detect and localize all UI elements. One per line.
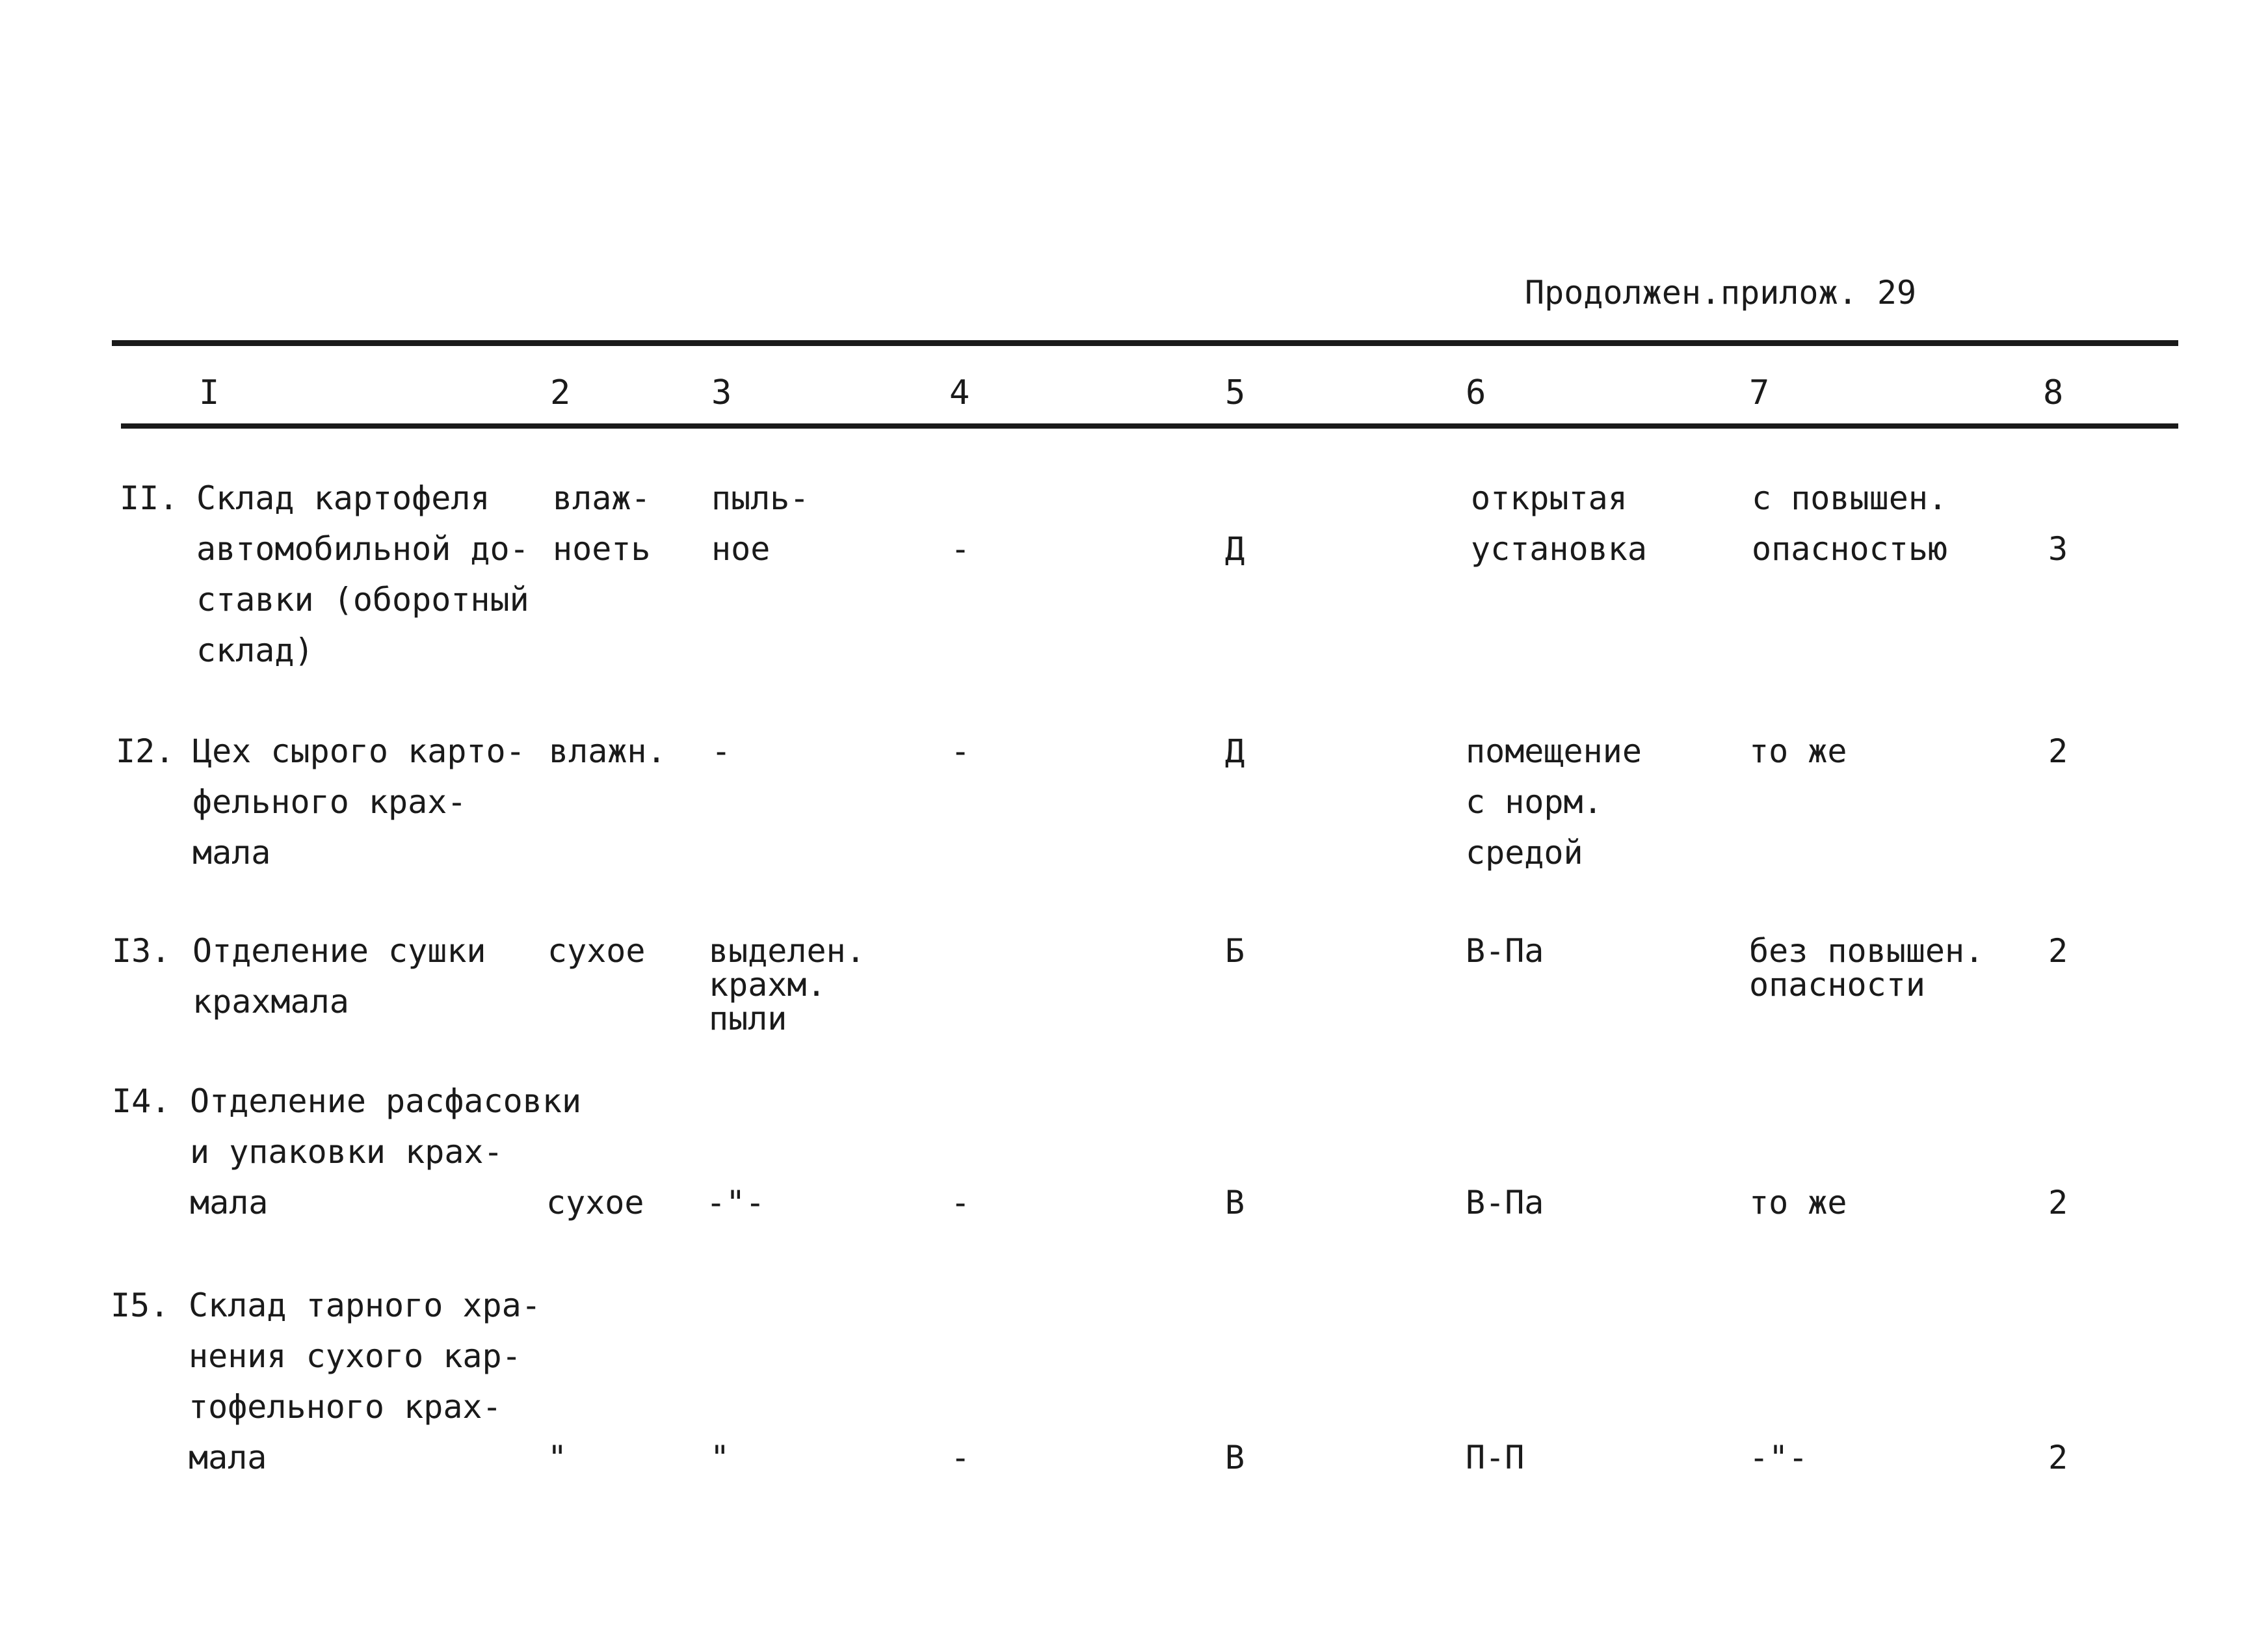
row-col7: то же [1749,732,1847,770]
row-col5: Д [1225,530,1245,568]
row-col4: - [951,530,971,568]
column-number-3: 3 [711,373,732,412]
row-col7: без повышен. опасности [1749,932,1984,1004]
row-col7: -"- [1749,1439,1808,1476]
row-col5: Д [1225,732,1245,770]
row-col7: с повышен. опасностью [1752,479,1948,568]
row-col5: В [1225,1439,1245,1476]
row-number: I5. [111,1287,170,1324]
row-col6: помещение с норм. средой [1466,732,1642,872]
row-name: Отделение сушки крахмала [192,932,486,1021]
row-col2: " [547,1439,568,1476]
row-name: Склад тарного хра- нения сухого кар- тофельного крах- мала [189,1287,541,1476]
row-number: I3. [112,932,171,970]
row-col3: " [710,1439,730,1476]
table-header-rule [121,423,2178,429]
row-name: Склад картофеля автомобильной до- ставки (оборотный склад) [196,479,529,669]
row-col5: В [1225,1184,1245,1221]
row-col3: пыль- ное [711,479,810,568]
row-col8: 3 [2048,530,2068,568]
row-col8: 2 [2048,1184,2068,1221]
column-number-7: 7 [1749,373,1770,412]
row-col2: сухое [546,1184,644,1221]
column-number-6: 6 [1466,373,1486,412]
column-number-8: 8 [2043,373,2064,412]
row-name: Цех сырого карто- фельного крах- мала [192,732,525,872]
column-number-4: 4 [949,373,970,412]
row-col5: Б [1225,932,1245,970]
row-col2: сухое [547,932,646,970]
row-col6: П-П [1466,1439,1525,1476]
row-col8: 2 [2048,1439,2068,1476]
row-col4: - [951,1439,971,1476]
row-col3: - [711,732,732,770]
row-col7: то же [1749,1184,1847,1221]
row-col6: открытая установка [1471,479,1647,568]
row-col6: В-Па [1466,1184,1544,1221]
row-col4: - [951,732,971,770]
column-number-2: 2 [550,373,571,412]
row-number: I2. [116,732,175,770]
row-number: I4. [112,1082,171,1120]
column-number-5: 5 [1225,373,1246,412]
row-col6: В-Па [1466,932,1544,970]
row-col2: влажн. [549,732,666,770]
row-name: Отделение расфасовки и упаковки крах- мала [190,1082,582,1221]
row-col8: 2 [2048,932,2068,970]
row-col3: выделен. крахм. пыли [709,932,865,1037]
row-number: II. [120,479,179,517]
row-col2: влаж- ноеть [553,479,651,568]
row-col8: 2 [2048,732,2068,770]
table-top-rule [112,340,2178,346]
row-col4: - [951,1184,971,1221]
column-number-1: I [199,373,220,412]
continuation-note: Продолжен.прилож. 29 [1525,274,1917,312]
row-col3: -"- [706,1184,765,1221]
